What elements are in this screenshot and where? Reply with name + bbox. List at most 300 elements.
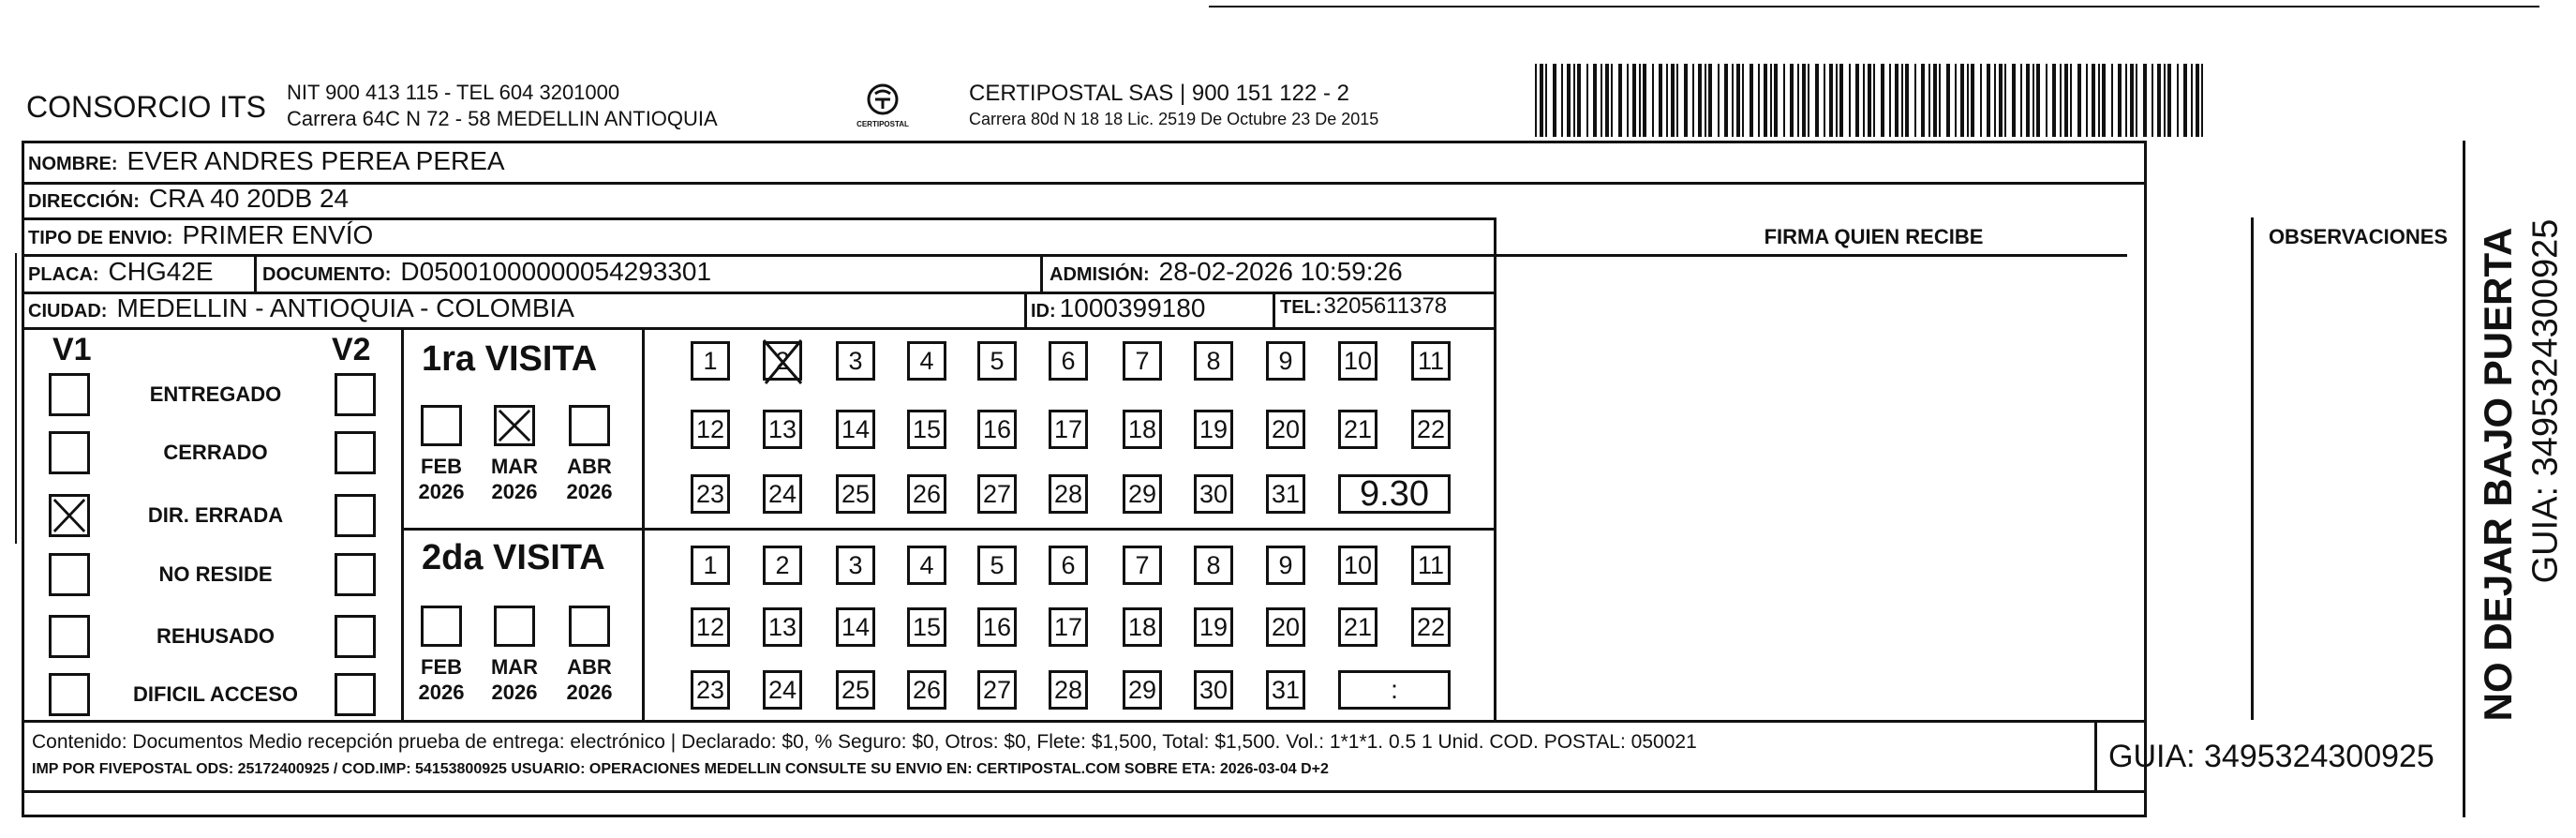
visit2-day-box[interactable] [763,546,802,585]
barcode-bar [1774,64,1778,137]
visit2-day-number: 28 [1053,675,1083,704]
firma-divider [1494,217,1496,720]
visit1-day-mark [760,337,805,387]
barcode-bar [1736,64,1740,137]
barcode-bar [1836,64,1838,137]
barcode-bar [2164,64,2166,137]
visit2-day-box[interactable] [977,670,1017,710]
visit2-day-number: 10 [1343,550,1373,579]
visit1-day-box[interactable] [1049,410,1088,449]
visit1-day-number: 18 [1127,414,1157,443]
barcode-bar [1758,64,1760,137]
barcode-bar [1586,64,1588,137]
visit1-day-box[interactable] [1194,474,1233,514]
visit2-day-box[interactable] [836,546,875,585]
barcode-bar [1692,64,1694,137]
nombre-label: NOMBRE: [28,154,118,174]
certipostal-logo-text: CERTIPOSTAL [856,120,909,128]
v2-checkbox[interactable] [335,615,376,658]
visit2-day-number: 14 [841,612,871,641]
visit1-day-number: 2 [775,346,790,375]
visit1-day-box[interactable] [691,410,730,449]
visit2-day-box[interactable] [691,607,730,647]
visit1-day-box[interactable] [1266,341,1305,381]
barcode-bar [1666,64,1668,137]
visit2-title: 2da VISITA [422,538,605,577]
visit1-day-number: 31 [1271,479,1301,508]
footer-impresion: IMP POR FIVEPOSTAL ODS: 25172400925 / COD.IMP: 54153800925 USUARIO: OPERACIONES MEDELLIN CONSULTE SU ENVIO EN: CERTIPOSTAL.COM SOBRE ETA: 2026-03-04 D+2 [32,761,1329,777]
visit1-month-name: ABR [567,455,612,478]
barcode-bar [2118,64,2122,137]
rule [22,790,2147,793]
nombre-value: EVER ANDRES PEREA PEREA [127,146,505,175]
visit1-day-number: 6 [1061,346,1076,375]
barcode-bar [2136,64,2137,137]
barcode-bar [2183,64,2187,137]
id-label: ID: [1031,301,1056,322]
id-row [1031,293,1205,323]
status-reason-label: NO RESIDE [158,562,273,586]
placa-row [28,257,214,287]
visit2-day-number: 21 [1343,612,1373,641]
tipo-row [28,220,373,250]
visit1-day-box[interactable] [836,474,875,514]
status-reason-label: REHUSADO [156,624,275,648]
admision-label: ADMISIÓN: [1050,264,1150,285]
barcode-bar [1577,64,1581,137]
barcode-bar [2130,64,2134,137]
visit2-day-box[interactable] [1266,670,1305,710]
barcode-bar [1676,64,1678,137]
barcode-bar [1671,64,1675,137]
visit2-day-box[interactable] [1411,607,1451,647]
visit1-day-box[interactable] [1411,410,1451,449]
visit2-day-number: 19 [1199,612,1228,641]
v1-checkbox[interactable] [49,553,90,596]
barcode-bar [1971,64,1974,137]
visit2-time-box[interactable] [1338,670,1451,710]
visit2-day-number: 20 [1271,612,1301,641]
visit1-day-box[interactable] [1123,474,1162,514]
visit1-day-box[interactable] [1049,341,1088,381]
barcode-bar [2077,64,2081,137]
v1-checkbox[interactable] [49,615,90,658]
visit2-day-number: 31 [1271,675,1301,704]
ciudad-label: CIUDAD: [28,301,108,322]
visit2-day-box[interactable] [1049,670,1088,710]
barcode-bar [1724,64,1728,137]
visit1-day-box[interactable] [1411,341,1451,381]
visit1-day-box[interactable] [1338,341,1377,381]
barcode-bar [1987,64,1990,137]
direccion-value: CRA 40 20DB 24 [148,184,350,213]
barcode-bar [2152,64,2153,137]
v1-checkbox[interactable] [49,494,90,537]
barcode-bar [1652,64,1654,137]
barcode-bar [1946,64,1950,137]
obs-divider [2251,217,2254,720]
month-divider [642,327,645,720]
visit1-day-number: 24 [767,479,797,508]
barcode-bar [1905,64,1909,137]
visit2-month-name: MAR [490,655,539,679]
direccion-row [28,184,349,214]
visit2-day-number: 16 [982,612,1012,641]
id-value: 1000399180 [1059,293,1206,322]
barcode-bar [2036,64,2040,137]
visit1-day-box[interactable] [1194,341,1233,381]
visit2-month-checkbox[interactable] [421,606,462,647]
visit2-day-number: 15 [912,612,942,641]
barcode-bar [1921,64,1925,137]
visit2-day-number: 11 [1417,550,1445,579]
barcode-bar [1955,64,1957,137]
visit2-day-box[interactable] [836,670,875,710]
visit1-day-box[interactable] [977,474,1017,514]
visit2-day-box[interactable] [907,546,946,585]
ciudad-value: MEDELLIN - ANTIOQUIA - COLOMBIA [116,293,574,322]
visit2-day-number: 8 [1206,550,1221,579]
barcode-bar [1967,64,1969,137]
barcode-bar [1839,64,1843,137]
visit1-day-number: 13 [767,414,797,443]
barcode-bar [2064,64,2068,137]
certipostal-logo [841,81,924,137]
barcode-bar [2098,64,2100,137]
visit2-day-number: 3 [848,550,863,579]
visit2-day-number: 18 [1127,612,1157,641]
visit1-day-number: 30 [1199,479,1228,508]
visit2-month-label [557,654,622,705]
visit1-month-checkbox[interactable] [421,405,462,446]
visit1-day-box[interactable] [763,341,802,381]
carrier-info-line1: CERTIPOSTAL SAS | 900 151 122 - 2 [969,81,1349,106]
visit1-day-box[interactable] [1266,474,1305,514]
visit1-day-box[interactable] [1049,474,1088,514]
barcode-bar [1705,64,1706,137]
status-reason-label: DIR. ERRADA [147,503,284,527]
barcode-bar [2143,64,2147,137]
visit1-day-number: 16 [982,414,1012,443]
rule [22,720,2147,723]
tipo-value: PRIMER ENVÍO [182,220,374,249]
company-info-line2: Carrera 64C N 72 - 58 MEDELLIN ANTIOQUIA [287,107,718,130]
barcode-bar [1889,64,1891,137]
visit2-day-box[interactable] [691,670,730,710]
barcode-bar [2111,64,2113,137]
visit1-day-box[interactable] [907,474,946,514]
barcode-bar [1553,64,1556,137]
visit1-day-number: 9 [1278,346,1293,375]
barcode-bar [2060,64,2062,137]
obs-right [2463,141,2465,817]
visit-divider [401,528,1496,531]
visit1-day-number: 28 [1053,479,1083,508]
visit1-day-number: 23 [695,479,725,508]
barcode-bar [1742,64,1744,137]
visit2-day-number: 29 [1127,675,1157,704]
admision-divider [1040,254,1043,292]
barcode-bar [2086,64,2088,137]
visit2-day-box[interactable] [1338,607,1377,647]
visit2-day-box[interactable] [1266,546,1305,585]
direccion-label: DIRECCIÓN: [28,191,140,212]
visit1-month-checkbox[interactable] [494,405,535,446]
barcode-bar [2177,64,2179,137]
nombre-row [28,146,505,176]
visit2-day-number: 23 [695,675,725,704]
visit2-day-number: 6 [1061,550,1076,579]
v1-checkbox[interactable] [49,373,90,416]
visit1-day-number: 14 [841,414,871,443]
visit2-month-name: ABR [567,655,612,679]
visit2-day-number: 5 [990,550,1005,579]
visit1-month-year: 2026 [491,480,538,503]
visit2-day-number: 26 [912,675,942,704]
barcode-bar [2046,64,2047,137]
v2-checkbox[interactable] [335,494,376,537]
visit1-day-number: 4 [919,346,934,375]
visit1-day-box[interactable] [836,410,875,449]
v2-checkbox[interactable] [335,431,376,474]
visit1-day-number: 1 [703,346,718,375]
v1-checkbox[interactable] [49,431,90,474]
visit1-day-box[interactable] [691,341,730,381]
visit2-day-number: 13 [767,612,797,641]
visit1-day-box[interactable] [1338,410,1377,449]
visit2-day-box[interactable] [763,607,802,647]
barcode-bar [2020,64,2022,137]
barcode-bar [1643,64,1646,137]
visit2-day-box[interactable] [1123,670,1162,710]
barcode-bar [1829,64,1833,137]
barcode-bar [2052,64,2056,137]
status-divider [401,327,404,720]
documento-label: DOCUMENTO: [262,264,392,285]
visit2-day-number: 24 [767,675,797,704]
visit2-day-box[interactable] [977,546,1017,585]
visit2-day-box[interactable] [907,670,946,710]
visit2-day-box[interactable] [1266,607,1305,647]
visit1-month-label [557,454,622,504]
tel-label: TEL: [1280,297,1322,318]
v2-checkbox[interactable] [335,553,376,596]
barcode [1535,64,2206,137]
visit2-day-box[interactable] [1194,607,1233,647]
v2-label: V2 [332,332,371,367]
barcode-bar [1698,64,1702,137]
barcode-bar [1802,64,1806,137]
v2-checkbox[interactable] [335,373,376,416]
visit1-day-box[interactable] [763,474,802,514]
visit1-day-box[interactable] [1123,341,1162,381]
v2-checkbox[interactable] [335,673,376,716]
visit1-day-box[interactable] [907,341,946,381]
visit1-day-box[interactable] [836,341,875,381]
visit2-day-box[interactable] [1338,546,1377,585]
visit1-day-box[interactable] [691,474,730,514]
barcode-bar [2092,64,2095,137]
visit2-month-year: 2026 [418,681,465,704]
visit2-day-box[interactable] [1123,607,1162,647]
barcode-bar [2191,64,2193,137]
status-reason-label: DIFICIL ACCESO [132,682,298,706]
visit2-month-name: FEB [421,655,462,679]
tel-value: 3205611378 [1323,293,1448,319]
barcode-bar [1605,64,1609,137]
barcode-bar [1873,64,1875,137]
barcode-bar [1718,64,1720,137]
barcode-bar [1895,64,1898,137]
visit1-day-number: 10 [1343,346,1373,375]
visit1-day-number: 19 [1199,414,1228,443]
visit2-time-value: : [1391,675,1398,704]
visit1-day-number: 26 [912,479,942,508]
barcode-bar [2167,64,2171,137]
visit2-day-box[interactable] [977,607,1017,647]
barcode-bar [1573,64,1575,137]
placa-label: PLACA: [28,264,99,285]
barcode-bar [1939,64,1941,137]
barcode-bar [1545,64,1547,137]
visit2-month-year: 2026 [566,681,613,704]
visit1-day-number: 15 [912,414,942,443]
documento-value: D05001000000054293301 [400,257,712,286]
barcode-bar [1863,64,1865,137]
visit1-day-number: 5 [990,346,1005,375]
visit1-day-number: 7 [1135,346,1150,375]
visit2-day-number: 25 [841,675,871,704]
barcode-bar [1994,64,1996,137]
barcode-bar [1567,64,1571,137]
visit1-day-number: 3 [848,346,863,375]
visit2-day-box[interactable] [836,607,875,647]
visit2-day-box[interactable] [1194,546,1233,585]
barcode-bar [1999,64,2003,137]
tel-divider [1273,292,1275,327]
visit1-month-checkbox[interactable] [569,405,610,446]
barcode-bar [1881,64,1884,137]
visit2-day-box[interactable] [691,546,730,585]
barcode-bar [1914,64,1916,137]
footer-contenido: Contenido: Documentos Medio recepción prueba de entrega: electrónico | Declarado: $0, % Seguro: $0, Otros: $0, Flete: $1,500, Total: $1,500. Vol.: 1*1*1. 0.5 1 Unid. COD. POSTAL: 050021 [32,731,1697,753]
visit2-month-checkbox[interactable] [569,606,610,647]
visit1-day-box[interactable] [1194,410,1233,449]
left-ruler-mark [15,253,17,544]
visit1-day-box[interactable] [977,410,1017,449]
status-reason-label: CERRADO [163,441,268,464]
barcode-bar [2033,64,2034,137]
visit1-day-box[interactable] [907,410,946,449]
barcode-bar [1868,64,1871,137]
rule [22,327,1496,330]
side-guia: GUIA: 3495324300925 [2525,218,2566,584]
v1-checkbox[interactable] [49,673,90,716]
barcode-bar [1540,64,1543,137]
visit1-day-number: 29 [1127,479,1157,508]
visit2-month-label [482,654,547,705]
placa-value: CHG42E [108,257,214,286]
visit2-day-box[interactable] [1049,607,1088,647]
barcode-bar [1933,64,1937,137]
barcode-bar [2102,64,2106,137]
v1-label: V1 [52,332,92,367]
visit2-day-number: 1 [703,550,718,579]
barcode-bar [2012,64,2016,137]
visit1-day-box[interactable] [1123,410,1162,449]
barcode-bar [1659,64,1662,137]
firma-header: FIRMA QUIEN RECIBE [1764,225,1984,248]
company-info-line1: NIT 900 413 115 - TEL 604 3201000 [287,81,620,104]
visit1-month-year: 2026 [418,480,465,503]
guia-divider [2094,720,2097,790]
visit2-month-checkbox[interactable] [494,606,535,647]
visit1-month-year: 2026 [566,480,613,503]
barcode-bar [1750,64,1753,137]
barcode-bar [2157,64,2161,137]
visit1-day-number: 20 [1271,414,1301,443]
admision-row [1050,257,1403,287]
barcode-bar [2125,64,2127,137]
visit1-month-name: MAR [490,455,539,478]
visit2-day-box[interactable] [1049,546,1088,585]
placa-divider [254,254,257,292]
barcode-bar [1561,64,1563,137]
visit2-day-box[interactable] [907,607,946,647]
barcode-bar [2070,64,2072,137]
top-rule [1209,6,2539,7]
visit1-day-box[interactable] [763,410,802,449]
barcode-bar [1901,64,1903,137]
barcode-bar [1732,64,1734,137]
visit2-day-box[interactable] [763,670,802,710]
observaciones-header: OBSERVACIONES [2268,225,2449,248]
tel-row [1280,293,1447,320]
visit1-time-box[interactable] [1338,474,1451,514]
barcode-bar [2196,64,2199,137]
visit2-day-number: 12 [695,612,725,641]
barcode-bar [2004,64,2006,137]
barcode-bar [1611,64,1613,137]
barcode-bar [1684,64,1688,137]
visit1-time-value: 9.30 [1360,473,1429,514]
visit2-day-box[interactable] [1411,546,1451,585]
barcode-bar [2201,64,2203,137]
barcode-bar [1815,64,1819,137]
barcode-bar [1783,64,1785,137]
documento-row [262,257,711,287]
id-divider [1024,292,1027,327]
barcode-bar [1849,64,1851,137]
visit1-day-box[interactable] [1266,410,1305,449]
visit2-day-number: 2 [775,550,790,579]
visit2-month-label [409,654,474,705]
visit1-day-number: 25 [841,479,871,508]
visit2-day-number: 27 [982,675,1012,704]
visit2-day-box[interactable] [1194,670,1233,710]
visit2-day-number: 7 [1135,550,1150,579]
status-reason-label: ENTREGADO [149,382,282,406]
ciudad-row [28,293,574,323]
barcode-bar [1632,64,1636,137]
visit1-day-box[interactable] [977,341,1017,381]
visit1-title: 1ra VISITA [422,339,598,379]
barcode-bar [1797,64,1799,137]
tipo-label: TIPO DE ENVIO: [28,228,173,248]
visit2-day-box[interactable] [1123,546,1162,585]
barcode-bar [1535,64,1537,137]
visit1-day-number: 12 [695,414,725,443]
